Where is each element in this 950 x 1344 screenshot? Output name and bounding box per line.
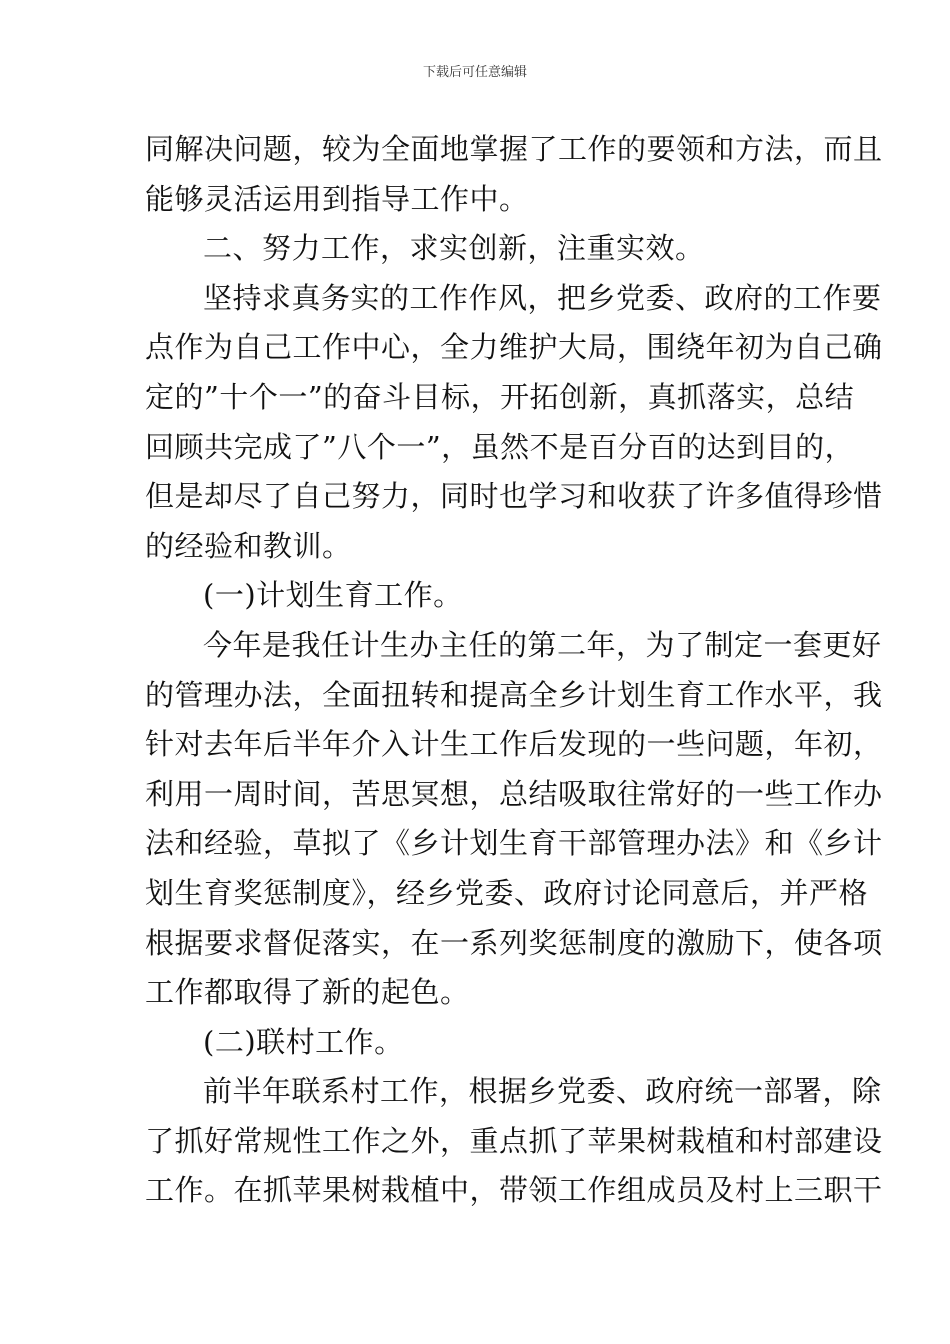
text-line: 工作。在抓苹果树栽植中，带领工作组成员及村上三职干 <box>145 1173 883 1208</box>
page-header: 下载后可任意编辑 <box>422 65 527 80</box>
text-line: 回顾共完成了”八个一”，虽然不是百分百的达到目的， <box>145 429 855 464</box>
section-heading: 二、努力工作，求实创新，注重实效。 <box>203 231 705 266</box>
text-line: 划生育奖惩制度》，经乡党委、政府讨论同意后，并严格 <box>145 875 869 910</box>
text-line: 但是却尽了自己努力，同时也学习和收获了许多值得珍惜 <box>145 479 883 514</box>
text-line: 法和经验，草拟了《乡计划生育干部管理办法》和《乡计 <box>145 826 883 861</box>
subsection-heading: (二)联村工作。 <box>203 1024 404 1059</box>
text-line: 工作都取得了新的起色。 <box>145 975 470 1010</box>
text-line: 坚持求真务实的工作作风，把乡党委、政府的工作要 <box>203 280 882 315</box>
text-line: 针对去年后半年介入计生工作后发现的一些问题，年初， <box>145 727 883 762</box>
text-line: 能够灵活运用到指导工作中。 <box>145 181 529 216</box>
text-line: 的经验和教训。 <box>145 528 352 563</box>
text-line: 利用一周时间，苦思冥想，总结吸取往常好的一些工作办 <box>145 776 883 811</box>
text-line: 的管理办法，全面扭转和提高全乡计划生育工作水平，我 <box>145 677 883 712</box>
text-line: 前半年联系村工作，根据乡党委、政府统一部署，除 <box>203 1074 882 1109</box>
text-line: 根据要求督促落实，在一系列奖惩制度的激励下，使各项 <box>145 925 883 960</box>
text-line: 同解决问题，较为全面地掌握了工作的要领和方法，而且 <box>145 132 883 166</box>
document-body <box>145 125 883 1216</box>
text-line: 点作为自己工作中心，全力维护大局，围绕年初为自己确 <box>145 330 883 365</box>
text-line: 定的”十个一”的奋斗目标，开拓创新，真抓落实，总结 <box>145 379 855 414</box>
subsection-heading: (一)计划生育工作。 <box>203 578 463 613</box>
text-line: 今年是我任计生办主任的第二年，为了制定一套更好 <box>203 627 882 662</box>
text-line: 了抓好常规性工作之外，重点抓了苹果树栽植和村部建设 <box>145 1123 883 1158</box>
